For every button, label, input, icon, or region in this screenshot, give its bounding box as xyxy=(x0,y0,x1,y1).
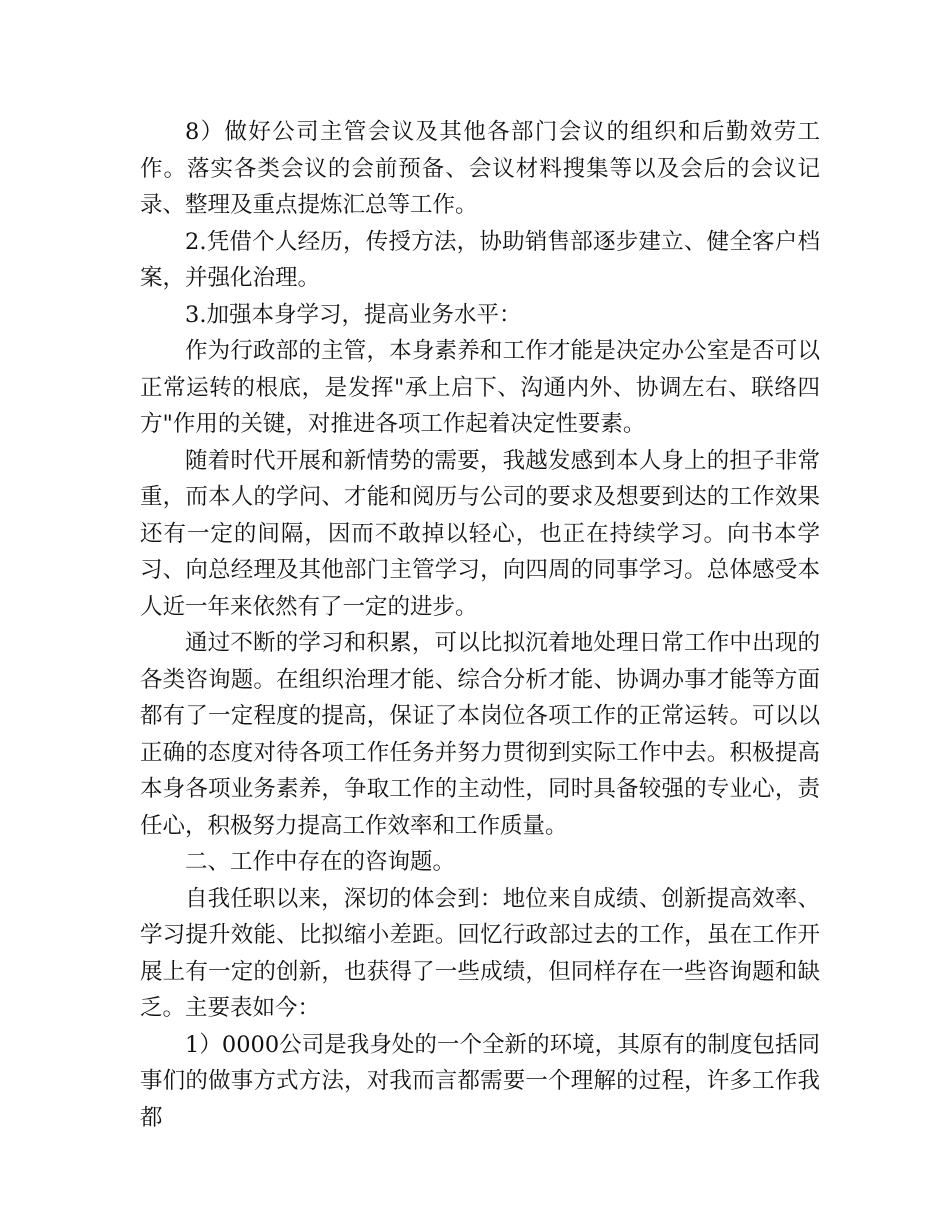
paragraph-self-study-heading: 3.加强本身学习，提高业务水平： xyxy=(185,301,522,328)
paragraph-meeting-logistics: 8）做好公司主管会议及其他各部门会议的组织和后勤效劳工作。落实各类会议的会前预备、会议材料搜集等以及会后的会议记录、整理及重点提炼汇总等工作。 xyxy=(140,119,820,218)
document-body xyxy=(140,114,820,1136)
paragraph-problems-heading: 二、工作中存在的咨询题。 xyxy=(185,849,456,875)
paragraph-supervisor-role: 作为行政部的主管，本身素养和工作才能是决定办公室是否可以正常运转的根底，是发挥"承上启下、沟通内外、协调左右、联络四方"作用的关键，对推进各项工作起着决定性要素。 xyxy=(140,338,820,437)
paragraph-continuous-learning: 随着时代开展和新情势的需要，我越发感到本人身上的担子非常重，而本人的学问、才能和阅历与公司的要求及想要到达的工作效果还有一定的间隔，因而不敢掉以轻心，也正在持续学习。向书本学习、向总经理及其他部门主管学习，向四周的同事学习。总体感受本人近一年来依然有了一定的进步。 xyxy=(140,447,820,620)
paragraph-reflection: 自我任职以来，深切的体会到：地位来自成绩、创新提高效率、学习提升效能、比拟缩小差距。回忆行政部过去的工作，虽在工作开展上有一定的创新，也获得了一些成绩，但同样存在一些咨询题和缺乏。主要表如今： xyxy=(140,885,820,1021)
paragraph-improvement: 通过不断的学习和积累，可以比拟沉着地处理日常工作中出现的各类咨询题。在组织治理才能、综合分析才能、协调办事才能等方面都有了一定程度的提高，保证了本岗位各项工作的正常运转。可以以正确的态度对待各项工作任务并努力贯彻到实际工作中去。积极提高本身各项业务素养，争取工作的主动性，同时具备较强的专业心，责任心，积极努力提高工作效率和工作质量。 xyxy=(140,630,820,839)
paragraph-new-environment: 1）0000公司是我身处的一个全新的环境，其原有的制度包括同事们的做事方式方法，对我而言都需要一个理解的过程，许多工作我都 xyxy=(140,1031,820,1131)
paragraph-customer-files: 2.凭借个人经历，传授方法，协助销售部逐步建立、健全客户档案，并强化治理。 xyxy=(140,228,820,291)
